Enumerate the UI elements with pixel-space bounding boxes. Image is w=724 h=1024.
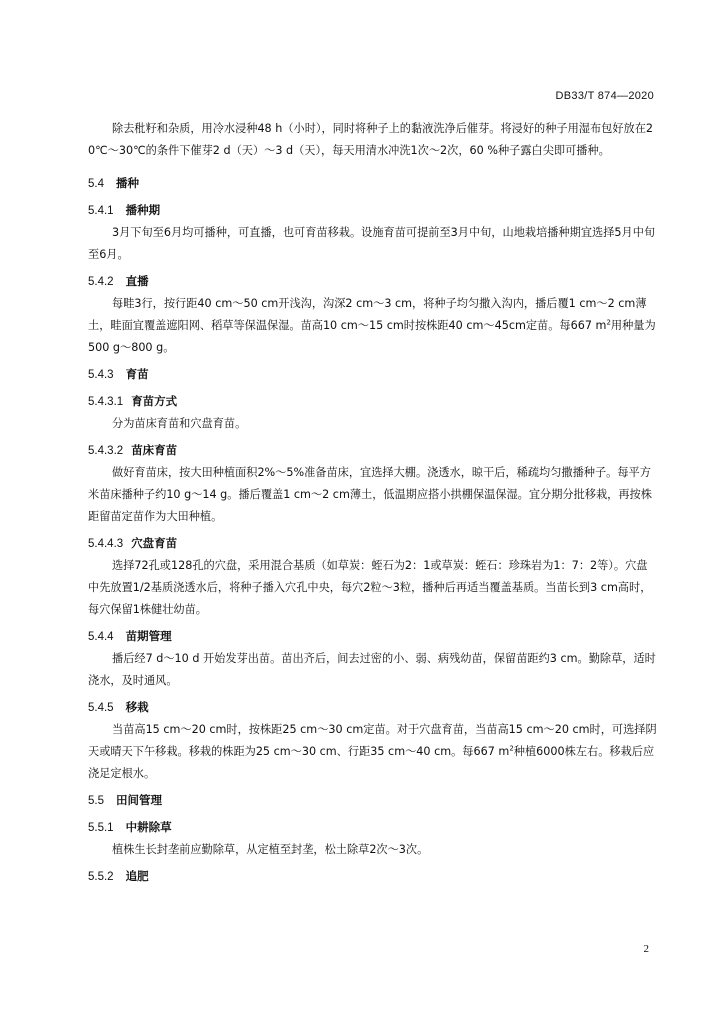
document-code: DB33/T 874—2020: [555, 90, 654, 102]
superscript: 2: [509, 744, 514, 753]
section-title: 苗床育苗: [131, 443, 178, 457]
section-number: 5.4.5: [88, 702, 114, 714]
section-heading-5-5-1: [88, 816, 658, 839]
section-title: 中耕除草: [125, 820, 172, 834]
paragraph-5-4-4-3: 选择72孔或128孔的穴盘，采用混合基质（如草炭：蛭石为2：1或草炭：蛭石：珍珠岩为1：7：2等）。穴盘中先放置1/2基质浇透水后，将种子播入穴孔中央，每穴2粒～3粒，播种后再适当覆盖基质。当苗长到3 cm高时，每穴保留1株健壮幼苗。: [88, 559, 652, 616]
section-number: 5.5.1: [88, 822, 114, 834]
paragraph-text: 种植6000株左右。移栽后应浇足定根水。: [88, 745, 655, 780]
section-title: 直播: [125, 274, 149, 288]
paragraph-5-4-3-2: 做好育苗床，按大田种植面积2%～5%准备苗床，宜选择大棚。浇透水，晾干后，稀疏均匀撒播种子。每平方米苗床播种子约10 g～14 g。播后覆盖1 cm～2 cm薄土，低温期应搭小拱棚保温保湿。宜分期分批移栽，再按株距留苗定苗作为大田种植。: [88, 466, 652, 523]
section-title: 育苗: [125, 367, 149, 381]
section-title: 播种: [116, 176, 140, 190]
section-number: 5.4.3.2: [88, 445, 124, 457]
section-title: 穴盘育苗: [131, 536, 178, 550]
paragraph-text: 当苗高15 cm～20 cm时，按株距25 cm～30 cm定苗。对于穴盘育苗，当苗高15 cm～20 cm时，可选择阴天或晴天下午移栽。移栽的株距为25 cm～30 cm、行距35 cm～40 cm。每667 m: [88, 723, 657, 758]
intro-paragraph: 除去秕籽和杂质，用冷水浸种48 h（小时），同时将种子上的黏液洗净后催芽。将浸好的种子用湿布包好放在20℃～30℃的条件下催芽2 d（天）～3 d（天），每天用清水冲洗1次～2次，60 %种子露白尖即可播种。: [88, 122, 654, 157]
section-number: 5.4.4: [88, 631, 114, 643]
section-number: 5.4.3: [88, 369, 114, 381]
section-heading-5-4-4-3: [88, 532, 658, 555]
paragraph-5-4-1: 3月下旬至6月均可播种，可直播，也可育苗移栽。设施育苗可提前至3月中旬，山地栽培播种期宜选择5月中旬至6月。: [88, 226, 656, 261]
section-number: 5.5: [88, 795, 104, 807]
section-title: 移栽: [125, 700, 149, 714]
section-heading-5-4-4: [88, 625, 658, 648]
section-heading-5-4-5: [88, 696, 658, 719]
paragraph-5-4-5: [88, 719, 658, 785]
section-title: 苗期管理: [125, 629, 172, 643]
section-number: 5.4.2: [88, 276, 114, 288]
section-title: 追肥: [125, 869, 149, 883]
section-heading-5-4-2: [88, 270, 658, 293]
paragraph-text: 用种量为500 g～800 g。: [88, 319, 656, 354]
section-title: 田间管理: [116, 793, 163, 807]
section-title: 播种期: [125, 203, 161, 217]
paragraph-5-5-1: 植株生长封垄前应勤除草，从定植至封垄，松土除草2次～3次。: [112, 843, 429, 856]
paragraph-text: 每畦3行，按行距40 cm～50 cm开浅沟，沟深2 cm～3 cm，将种子均匀撒入沟内，播后覆1 cm～2 cm薄土，畦面宜覆盖遮阳网、稻草等保温保湿。苗高10 cm～15 cm时按株距40 cm～45cm定苗。每667 m: [88, 297, 647, 332]
section-number: 5.4: [88, 178, 104, 190]
section-heading-5-4-1: [88, 199, 658, 222]
section-heading-5-5-2: [88, 865, 658, 888]
section-heading-5-4-3-1: [88, 390, 658, 413]
paragraph-5-4-4: 播后经7 d～10 d 开始发芽出苗。苗出齐后，间去过密的小、弱、病残幼苗，保留苗距约3 cm。勤除草，适时浇水，及时通风。: [88, 652, 656, 687]
section-heading-5-4-3-2: [88, 439, 658, 462]
document-body: [88, 118, 658, 888]
page-number: 2: [643, 943, 649, 955]
paragraph-5-4-3-1: 分为苗床育苗和穴盘育苗。: [112, 417, 247, 430]
superscript: 2: [606, 318, 611, 327]
section-title: 育苗方式: [131, 394, 178, 408]
section-heading-5-4-3: [88, 363, 658, 386]
section-number: 5.4.3.1: [88, 396, 124, 408]
paragraph-5-4-2: [88, 293, 658, 359]
section-heading-5-5: [88, 789, 658, 812]
section-number: 5.5.2: [88, 871, 114, 883]
section-number: 5.4.1: [88, 205, 114, 217]
section-number: 5.4.4.3: [88, 538, 124, 550]
section-heading-5-4: [88, 172, 658, 195]
